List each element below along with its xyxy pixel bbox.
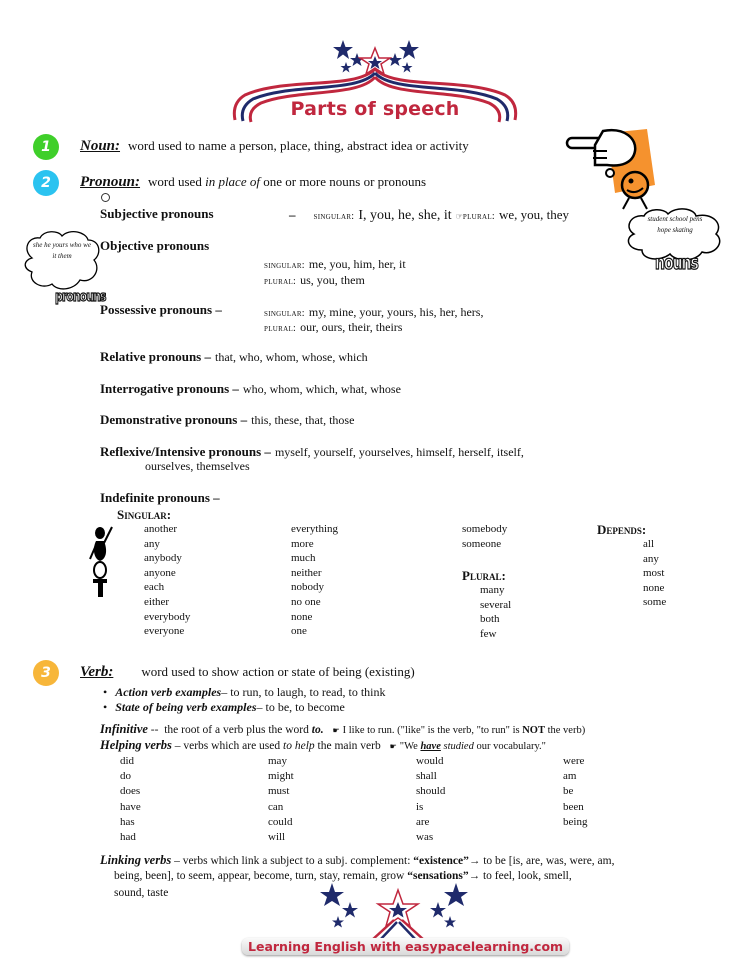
helping-verbs-col3 [416, 754, 445, 845]
verb-row [80, 663, 415, 681]
helping-verb-word: am [563, 770, 577, 783]
helping-verb-word: does [120, 785, 141, 798]
helping-verbs-col1 [120, 754, 141, 845]
singular-tag: singular: [264, 308, 305, 319]
star-icon [399, 40, 419, 59]
indefinite-depends-word: some [643, 596, 667, 609]
indefinite-pronoun-word: nobody [291, 581, 324, 594]
indefinite-pronoun-word: each [144, 581, 165, 594]
subjective-dash: – [289, 207, 296, 222]
singular-heading: Singular: [117, 507, 172, 522]
page-title: Parts of speech [290, 98, 460, 120]
pronoun-definition-pre: word used [148, 174, 206, 189]
indefinite-plural-word: few [480, 627, 497, 640]
helping-verb-word: being [563, 815, 588, 828]
helping-verb-word: have [120, 800, 141, 813]
relative-row [100, 348, 368, 366]
helping-verbs-row: Helping verbs – verbs which are used to help the main verb ☛ "We have studied our vocabulary." [100, 738, 546, 752]
possessive-plural-row [264, 318, 402, 336]
reflexive-label: Reflexive/Intensive pronouns – [100, 444, 271, 459]
objective-plural: us, you, them [300, 273, 365, 287]
demonstrative-words: this, these, that, those [251, 413, 355, 427]
helping-verb-word: has [120, 815, 135, 828]
indefinite-pronoun-word: none [291, 610, 313, 623]
indefinite-depends-word: most [643, 567, 665, 580]
indefinite-pronoun-word: any [144, 537, 160, 550]
helping-verb-word: should [416, 785, 446, 798]
helping-verb-word: was [416, 831, 434, 844]
action-verb-label: Action verb examples [115, 685, 222, 699]
demonstrative-row [100, 411, 354, 429]
indefinite-plural-word: several [480, 598, 512, 611]
indefinite-plural-word: both [480, 613, 500, 626]
action-verb-text: – to run, to laugh, to read, to think [221, 685, 386, 699]
header-banner [225, 35, 525, 130]
number-2-icon: 2 [33, 170, 59, 196]
indefinite-singular-col1 [144, 522, 190, 639]
helping-verb-word: shall [416, 770, 437, 783]
noun-label: Noun: [80, 138, 121, 154]
star-icon [341, 62, 352, 73]
number-3-icon: 3 [33, 660, 59, 686]
indefinite-pronoun-word: another [144, 523, 177, 535]
interrogative-row [100, 380, 401, 398]
indefinite-depends-col [643, 537, 666, 610]
helping-verb-word: been [563, 800, 584, 813]
helping-verb-word: might [268, 770, 294, 783]
pronouns-cloud-words: she he yours who we it them [33, 241, 91, 260]
relative-words: that, who, whom, whose, which [215, 350, 368, 364]
helping-verb-word: did [120, 755, 135, 767]
indefinite-depends-word: none [643, 581, 665, 594]
star-icon [333, 40, 353, 59]
helping-verb-word: be [563, 785, 574, 798]
indefinite-pronoun-word: someone [462, 537, 502, 550]
helping-verb-word: may [268, 755, 287, 767]
objective-singular: me, you, him, her, it [308, 257, 406, 271]
indefinite-pronoun-word: neither [291, 566, 322, 579]
helping-verb-word: are [416, 815, 430, 828]
helping-verb-word: could [268, 815, 293, 828]
reflexive-words-line2: ourselves, themselves [145, 459, 250, 473]
pointing-character-illustration [565, 125, 660, 210]
depends-heading: Depends: [597, 522, 647, 537]
helping-verb-word: must [268, 785, 290, 798]
pronoun-definition-emphasis: in place of [205, 174, 260, 189]
indefinite-pronoun-word: everybody [144, 610, 191, 623]
plural-tag: plural: [462, 211, 495, 222]
smiley-face-icon [622, 172, 648, 198]
helping-verbs-label: Helping verbs [100, 738, 172, 752]
state-verb-text: – to be, to become [256, 700, 345, 714]
subjective-singular: I, you, he, she, it [358, 208, 452, 223]
number-1-icon: 1 [33, 134, 59, 160]
linking-verbs-line2: being, been], to seem, appear, become, turn, stay, remain, grow “sensations”→ to feel, look, smell, [114, 870, 572, 882]
indefinite-plural-col [480, 583, 511, 641]
plural-heading: Plural: [462, 568, 506, 583]
pointing-hand-icon: ☛ [332, 726, 340, 735]
subjective-plural: we, you, they [498, 207, 570, 222]
verb-bullet-action: • Action verb examples– to run, to laugh, to read, to think [103, 685, 386, 699]
verb-definition: word used to show action or state of being (existing) [141, 664, 415, 679]
arrow-icon: → [468, 870, 481, 882]
state-verb-label: State of being verb examples [115, 700, 257, 714]
star-icon [402, 62, 413, 73]
indefinite-singular-col3 [462, 522, 507, 551]
singular-tag: singular: [264, 260, 305, 271]
footer-stars [310, 880, 490, 940]
helping-verb-word: do [120, 770, 131, 783]
linking-verbs-line1: Linking verbs – verbs which link a subject to a subj. complement: “existence”→ to be [is, are, was, were, am, [100, 853, 615, 867]
indefinite-pronoun-word: much [291, 552, 316, 565]
helping-verb-word: can [268, 800, 284, 813]
dancing-figure-illustration [88, 523, 118, 598]
indefinite-pronoun-word: no one [291, 595, 321, 608]
linking-verbs-label: Linking verbs [100, 853, 172, 867]
objective-label: Objective pronouns [100, 238, 210, 253]
helping-verbs-col4 [563, 754, 587, 830]
demonstrative-label: Demonstrative pronouns – [100, 412, 248, 427]
helping-example: "We [399, 741, 421, 752]
plural-tag: plural: [264, 323, 297, 334]
possessive-singular: my, mine, your, yours, his, her, hers, [308, 305, 484, 319]
pointing-hand-icon: ☛ [389, 742, 397, 751]
helping-verb-word: is [416, 800, 424, 813]
pronouns-cloud [22, 228, 102, 294]
possessive-label: Possessive pronouns – [100, 302, 222, 317]
singular-tag: singular: [313, 211, 355, 222]
pointing-hand-icon [565, 125, 660, 210]
pronouns-caption: pronouns [55, 288, 106, 305]
helping-verb-word: would [416, 755, 444, 767]
noun-row [80, 137, 469, 155]
subjective-label: Subjective pronouns [100, 206, 214, 221]
indefinite-pronoun-word: everything [291, 523, 339, 535]
indefinite-depends-word: any [643, 552, 659, 565]
star-icon [388, 53, 402, 66]
indefinite-pronoun-word: anybody [144, 552, 182, 565]
infinitive-text: the root of a verb plus the word [164, 724, 312, 736]
pronoun-row [80, 173, 426, 191]
indefinite-pronoun-word: one [291, 625, 307, 638]
nouns-caption: nouns [655, 253, 698, 275]
helping-verb-word: had [120, 831, 136, 844]
interrogative-words: who, whom, which, what, whose [242, 382, 401, 396]
indefinite-pronoun-word: somebody [462, 523, 508, 535]
indefinite-label: Indefinite pronouns – [100, 490, 220, 505]
indefinite-pronoun-word: either [144, 595, 170, 608]
indefinite-pronoun-word: everyone [144, 625, 185, 638]
linking-verbs-line3: sound, taste [114, 887, 169, 899]
infinitive-label: Infinitive [100, 722, 148, 736]
helping-verbs-col2 [268, 754, 294, 845]
verb-label: Verb: [80, 664, 114, 680]
subjective-row [289, 206, 569, 224]
stick-figure-icon [88, 523, 118, 598]
pointing-hand-icon: ☞ [455, 212, 463, 221]
verb-bullet-state: • State of being verb examples– to be, to become [103, 700, 345, 714]
arrow-icon: → [468, 855, 481, 867]
helping-verb-word: were [563, 755, 585, 767]
interrogative-label: Interrogative pronouns – [100, 381, 239, 396]
infinitive-row: Infinitive -- the root of a verb plus the word to. ☛ I like to run. ("like" is the verb, "to run" is NOT the verb) [100, 722, 586, 736]
pronoun-definition-post: one or more nouns or pronouns [259, 174, 427, 189]
plural-tag: plural: [264, 276, 297, 287]
reflexive-words-line1: myself, yourself, yourselves, himself, herself, itself, [274, 445, 524, 459]
noun-definition: word used to name a person, place, thing, abstract idea or activity [128, 138, 469, 153]
nouns-cloud-words: student school pens hope skating [647, 215, 703, 234]
indefinite-pronoun-word: more [291, 537, 314, 550]
footer-website-link[interactable]: Learning English with easypacelearning.com [242, 938, 569, 955]
objective-plural-row [264, 271, 365, 289]
possessive-plural: our, ours, their, theirs [300, 320, 403, 334]
indefinite-depends-word: all [643, 538, 654, 550]
relative-label: Relative pronouns – [100, 349, 211, 364]
indefinite-singular-col2 [291, 522, 338, 639]
pronoun-label: Pronoun: [80, 174, 141, 190]
indefinite-pronoun-word: anyone [144, 566, 176, 579]
helping-verb-word: will [268, 831, 286, 844]
stars-logo-icon [310, 880, 490, 940]
indefinite-plural-word: many [480, 584, 505, 596]
infinitive-example: I like to run. ("like" is the verb, "to run" is [342, 725, 523, 736]
thought-bubble-dot [101, 193, 110, 202]
